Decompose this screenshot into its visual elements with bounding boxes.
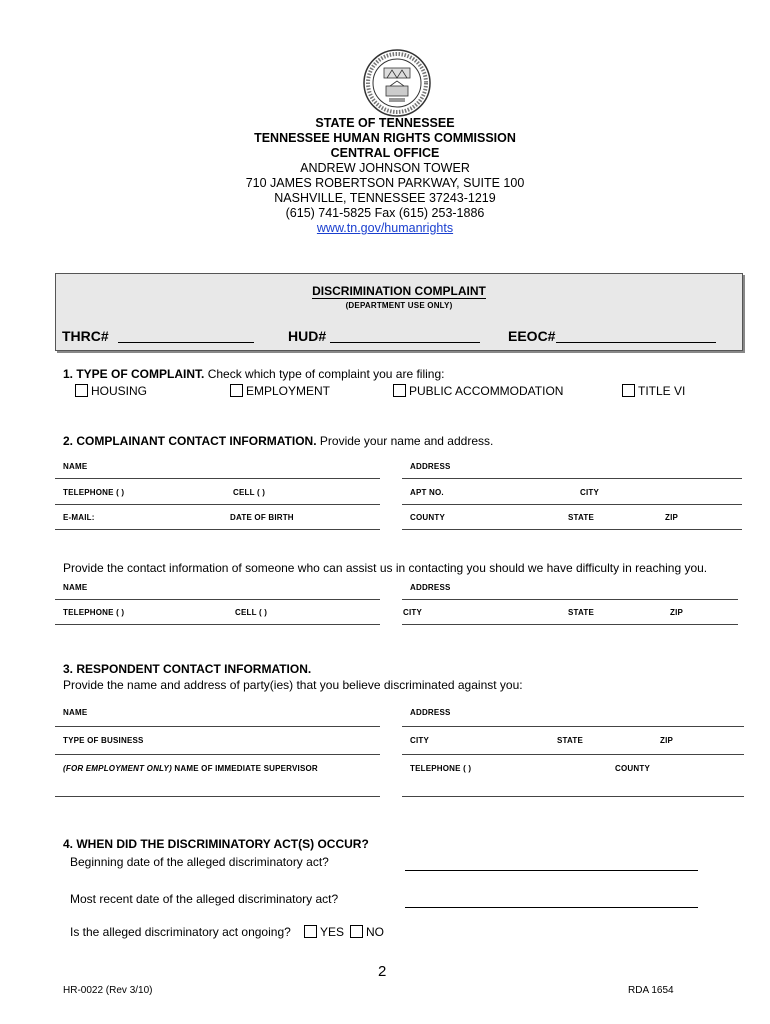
section3-title: [63, 662, 311, 676]
respondent-address-field[interactable]: [402, 726, 744, 727]
eeoc-field[interactable]: [556, 342, 716, 343]
section2-title: [63, 434, 493, 448]
ongoing-no-option[interactable]: [350, 925, 384, 939]
housing-option[interactable]: [75, 384, 147, 398]
state-name: STATE OF TENNESSEE: [315, 116, 455, 130]
complainant-address-label: ADDRESS: [410, 462, 451, 471]
respondent-city-label: CITY: [410, 736, 430, 745]
complainant-dob-label: DATE OF BIRTH: [230, 513, 294, 522]
alternate-city-label: CITY: [403, 608, 423, 617]
commission-name: TENNESSEE HUMAN RIGHTS COMMISSION: [254, 131, 516, 145]
thrc-field[interactable]: [118, 342, 254, 343]
building-name: ANDREW JOHNSON TOWER: [300, 161, 470, 175]
section4-heading: 4. WHEN DID THE DISCRIMINATORY ACT(S) OCCUR?: [63, 837, 369, 851]
alternate-address-label: ADDRESS: [410, 583, 451, 592]
public-accommodation-option[interactable]: [393, 384, 563, 398]
city-state-zip: NASHVILLE, TENNESSEE 37243-1219: [274, 191, 496, 205]
title-vi-label: TITLE VI: [638, 384, 686, 398]
complaint-title: DISCRIMINATION COMPLAINT: [312, 284, 486, 298]
employment-checkbox[interactable]: [230, 384, 243, 397]
section3-instruction: Provide the name and address of party(ies) that you believe discriminated against you:: [63, 678, 523, 692]
alternate-city-field[interactable]: [402, 624, 738, 625]
complainant-county-label: COUNTY: [410, 513, 445, 522]
title-vi-checkbox[interactable]: [622, 384, 635, 397]
housing-checkbox[interactable]: [75, 384, 88, 397]
complainant-apt-city-field[interactable]: [402, 504, 742, 505]
department-use-note: (DEPARTMENT USE ONLY): [345, 301, 453, 310]
alternate-telephone-label: TELEPHONE ( ): [63, 608, 125, 617]
complainant-city-label: CITY: [580, 488, 600, 497]
respondent-city-field[interactable]: [402, 754, 744, 755]
title-vi-option[interactable]: [622, 384, 685, 398]
alternate-zip-label: ZIP: [670, 608, 684, 617]
complainant-phone-field[interactable]: [55, 504, 380, 505]
section2-heading: 2. COMPLAINANT CONTACT INFORMATION.: [63, 434, 317, 448]
business-type-field[interactable]: [55, 754, 380, 755]
ongoing-yes-label: YES: [320, 925, 345, 939]
alternate-state-label: STATE: [568, 608, 595, 617]
street-address: 710 JAMES ROBERTSON PARKWAY, SUITE 100: [245, 176, 525, 190]
section1-title: [63, 367, 445, 381]
section4-title: [63, 837, 369, 851]
recent-date-question: Most recent date of the alleged discriminatory act?: [70, 892, 339, 906]
page-number: 2: [378, 963, 387, 980]
form-id: HR-0022 (Rev 3/10): [63, 985, 153, 996]
ongoing-no-label: NO: [366, 925, 384, 939]
section2-instruction: Provide your name and address.: [319, 434, 494, 448]
eeoc-label: EEOC#: [508, 328, 556, 344]
complainant-email-field[interactable]: [55, 529, 380, 530]
alternate-cell-label: CELL ( ): [235, 608, 268, 617]
hud-label: HUD#: [288, 328, 327, 344]
complainant-county-field[interactable]: [402, 529, 742, 530]
respondent-name-label: NAME: [63, 708, 88, 717]
supervisor-name-label: NAME OF IMMEDIATE SUPERVISOR: [174, 764, 318, 773]
ongoing-no-checkbox[interactable]: [350, 925, 363, 938]
section1-heading: 1. TYPE OF COMPLAINT.: [63, 367, 205, 381]
state-seal-icon: [362, 48, 432, 118]
phone-fax: (615) 741-5825 Fax (615) 253-1886: [285, 206, 485, 220]
hud-field[interactable]: [330, 342, 480, 343]
employment-only-note: (FOR EMPLOYMENT ONLY): [63, 764, 172, 773]
complainant-name-field[interactable]: [55, 478, 380, 479]
respondent-zip-label: ZIP: [660, 736, 674, 745]
complainant-telephone-label: TELEPHONE ( ): [63, 488, 125, 497]
ongoing-yes-option[interactable]: [304, 925, 344, 939]
website-link[interactable]: www.tn.gov/humanrights: [316, 221, 454, 235]
public-accommodation-checkbox[interactable]: [393, 384, 406, 397]
respondent-phone-field[interactable]: [402, 796, 744, 797]
alternate-name-field[interactable]: [55, 599, 380, 600]
complainant-zip-label: ZIP: [665, 513, 679, 522]
complainant-apt-label: APT NO.: [410, 488, 444, 497]
respondent-county-label: COUNTY: [615, 764, 650, 773]
respondent-telephone-label: TELEPHONE ( ): [410, 764, 472, 773]
respondent-state-label: STATE: [557, 736, 584, 745]
supervisor-field[interactable]: [55, 796, 380, 797]
department-use-box: [55, 273, 743, 351]
rda-number: RDA 1654: [628, 985, 674, 996]
section3-heading: 3. RESPONDENT CONTACT INFORMATION.: [63, 662, 312, 676]
complainant-email-label: E-MAIL:: [63, 513, 95, 522]
employment-label: EMPLOYMENT: [246, 384, 331, 398]
ongoing-yes-checkbox[interactable]: [304, 925, 317, 938]
respondent-name-field[interactable]: [55, 726, 380, 727]
complainant-cell-label: CELL ( ): [233, 488, 266, 497]
thrc-label: THRC#: [62, 328, 109, 344]
public-accommodation-label: PUBLIC ACCOMMODATION: [409, 384, 564, 398]
office-name: CENTRAL OFFICE: [330, 146, 440, 160]
alternate-address-field[interactable]: [402, 599, 738, 600]
alternate-name-label: NAME: [63, 583, 88, 592]
complainant-address-field[interactable]: [402, 478, 742, 479]
section1-instruction: Check which type of complaint you are filing:: [207, 367, 445, 381]
supervisor-label: [63, 764, 318, 773]
recent-date-field[interactable]: [405, 907, 698, 908]
respondent-address-label: ADDRESS: [410, 708, 451, 717]
employment-option[interactable]: [230, 384, 330, 398]
beginning-date-question: Beginning date of the alleged discriminatory act?: [70, 855, 329, 869]
alternate-phone-field[interactable]: [55, 624, 380, 625]
complainant-state-label: STATE: [568, 513, 595, 522]
alternate-contact-instruction: Provide the contact information of someone who can assist us in contacting you should we have difficulty in reaching you.: [63, 561, 708, 575]
housing-label: HOUSING: [91, 384, 148, 398]
beginning-date-field[interactable]: [405, 870, 698, 871]
business-type-label: TYPE OF BUSINESS: [63, 736, 144, 745]
complainant-name-label: NAME: [63, 462, 88, 471]
ongoing-question: Is the alleged discriminatory act ongoing?: [70, 925, 291, 939]
